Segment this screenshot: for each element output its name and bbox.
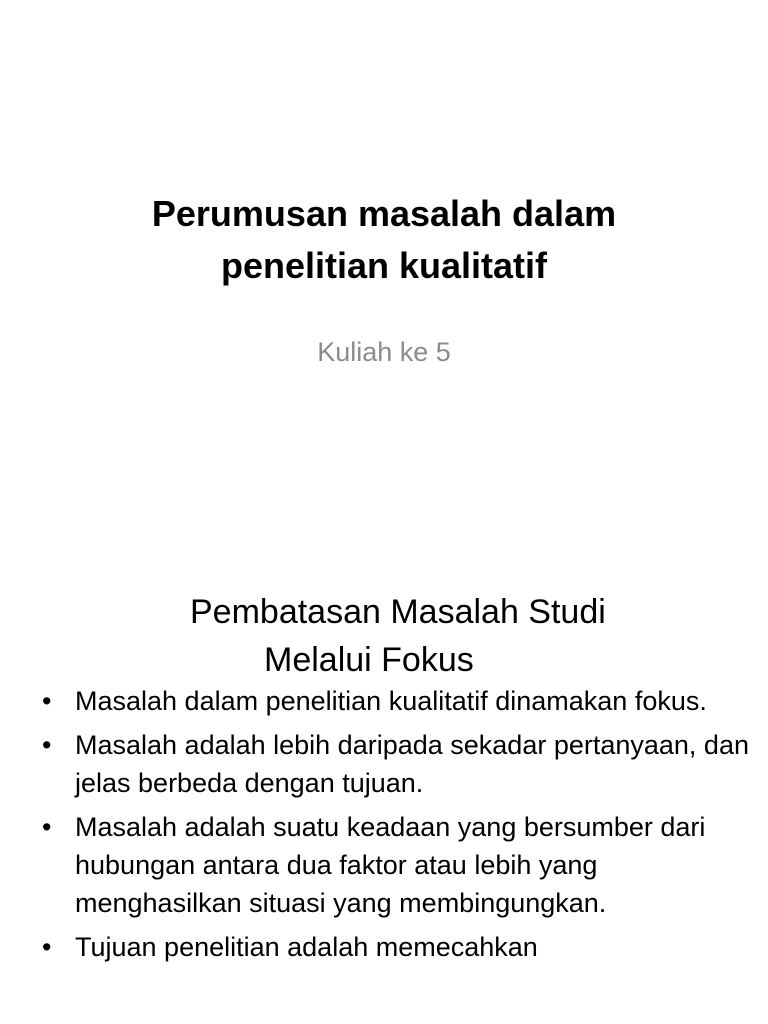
bullet-icon: •: [42, 686, 52, 716]
slide-content-heading-line-2: Melalui Fokus: [264, 641, 474, 679]
bullet-item: [40, 726, 760, 802]
bullet-item: [40, 808, 760, 922]
bullet-item: [40, 928, 760, 966]
bullet-item: [40, 682, 760, 720]
slide-content-heading: [40, 588, 768, 684]
bullet-icon: •: [42, 730, 52, 760]
bullet-icon: •: [42, 812, 52, 842]
bullet-text: Masalah adalah lebih daripada sekadar pertanyaan, dan jelas berbeda dengan tujuan.: [75, 730, 749, 798]
bullet-icon: •: [42, 932, 52, 962]
bullet-text: Tujuan penelitian adalah memecahkan: [75, 932, 538, 962]
slide-title-heading: [60, 188, 708, 292]
slide-title-line-1: Perumusan masalah dalam: [151, 193, 617, 234]
bullet-text: Masalah dalam penelitian kualitatif dinamakan fokus.: [75, 686, 707, 716]
slide-content-heading-line-1: Pembatasan Masalah Studi: [190, 593, 606, 631]
slide-subtitle: Kuliah ke 5: [317, 337, 451, 367]
bullet-text: Masalah adalah suatu keadaan yang bersumber dari hubungan antara dua faktor atau lebih yang menghasilkan situasi yang membingungkan.: [75, 812, 706, 918]
bullet-list: [40, 682, 760, 972]
slide-title-line-2: penelitian kualitatif: [220, 245, 548, 286]
slide-content: [0, 576, 768, 1024]
